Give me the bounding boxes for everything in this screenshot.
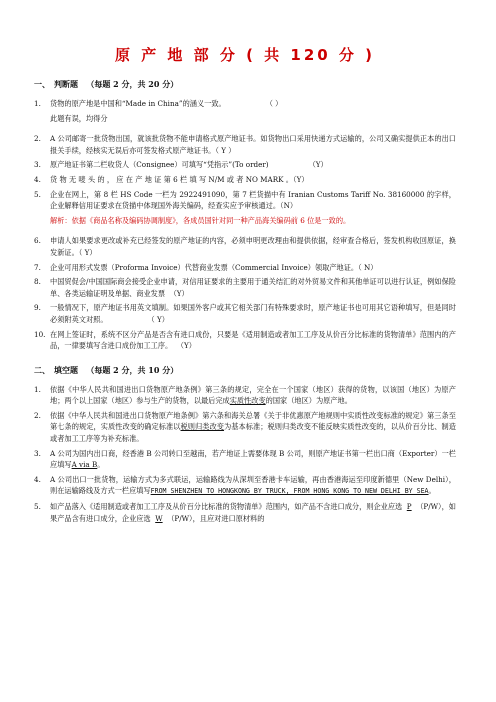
section-true-false-heading (34, 79, 456, 90)
question-number: 7. (34, 262, 41, 272)
question-number: 10. (34, 329, 46, 339)
question-answer: （ N） (358, 262, 378, 272)
question-item (34, 133, 456, 156)
question-answer: （ Y） (78, 247, 97, 257)
question-item (34, 384, 456, 407)
question-text: A 公司邮寄一批货物出国，就该批货物不能申请格式原产地证书。如货物出口采用快递方式运输的，公司又确实提供正本的出口报关手续，经核实无误后亦可签发格式原产地证书。 (50, 134, 456, 155)
question-text: 企业在网上，第 8 栏 HS Code 一栏为 2922491090，第 7 栏货描中有 Iranian Customs Tariff No. 38160000 的字样，企业解释信用证要求在货描中体现国外海关编码，经查实应予审核通过。 (50, 189, 456, 211)
question-number: 6. (34, 236, 41, 246)
question-answer: （Y） (308, 160, 328, 170)
question-text: A 公司出口一批货物，运输方式为多式联运，运输路线为从深圳至香港卡车运输，再由香港海运至印度新德里（New Delhi），则在运输路线及方式一栏应填写 (50, 474, 456, 496)
question-number: 3. (34, 448, 41, 458)
answer-note: 此题有误，均得分 (50, 113, 108, 123)
filled-answer: P (406, 502, 412, 512)
question-text: 原产地证书第二栏收货人（Consignee）可填写“凭指示”(To order) (50, 160, 269, 170)
question-number: 4. (34, 474, 41, 484)
filled-answer: W (155, 513, 163, 523)
question-text: 中国贸促会/中国国际商会接受企业申请，对信用证要求的主要用于通关结汇的对外贸易文件和其他单证可以进行认证，例如保险单、各类运输证明及单据、商业发票 (50, 277, 456, 298)
section-fill-blank-heading (34, 365, 456, 376)
question-text: （P/W），且应对进口原材料的 (167, 513, 265, 523)
question-text: 为基本标准；税则归类改变不能反映实质性改变的，以从价百分比、制造或者加工工序等为补充标准。 (50, 422, 456, 444)
question-item (34, 302, 456, 325)
question-number: 4. (34, 174, 41, 184)
question-number: 1. (34, 99, 41, 108)
true-false-questions (34, 98, 456, 352)
section-number: 二、 (34, 364, 50, 375)
question-number: 9. (34, 303, 41, 313)
question-number: 5. (34, 189, 41, 199)
question-answer: （ Y ） (215, 145, 236, 155)
question-text: 依据《中华人民共和国进出口货物原产地条例》第三条的规定，完全在一个国家（地区）获得的货物，以该国（地区）为原产地；两个以上国家（地区）参与生产的货物，以最后完成 (50, 384, 456, 406)
question-text: 依据《中华人民共和国进出口货物原产地条例》第六条和海关总署《关于非优惠原产地规则中实质性改变标准的规定》第三条至第七条的规定，实质性改变的确定标准以 (50, 410, 456, 432)
question-text: 。 (97, 460, 105, 470)
question-text: 。 (428, 486, 436, 496)
question-text: 在网上签证时，系统不区分产品是否含有进口成份，只要是《适用制造或者加工工序及从价百分比标准的货物清单》范围内的产品，一律要填写含进口成份加工工序。 (50, 329, 456, 351)
question-item (34, 329, 456, 352)
question-item (34, 276, 456, 299)
filled-answer: 税则归类改变 (180, 422, 225, 432)
question-item (34, 448, 456, 471)
page-title: 原 产 地 部 分 ( 共 120 分 ) (114, 46, 376, 64)
question-text: 的国家（地区）为原产地。 (265, 396, 352, 406)
section-number: 一、 (34, 79, 50, 89)
question-item (34, 474, 456, 498)
filled-answer: 实质性改变 (229, 396, 266, 406)
question-number: 5. (34, 502, 41, 512)
question-item (34, 98, 456, 110)
question-answer: （Y） (176, 341, 196, 351)
filled-answer: A via B (71, 460, 98, 470)
question-item (34, 174, 456, 186)
question-item (34, 262, 456, 274)
question-answer: （N） (280, 201, 298, 211)
question-item (34, 159, 456, 171)
fill-blank-questions (34, 384, 456, 525)
question-text: 货物的原产地是中国和“Made in China”的涵义一致。 (50, 99, 226, 108)
question-answer: （ Y） (147, 314, 169, 324)
section-title: 判断题 (54, 79, 78, 89)
question-number: 2. (34, 410, 41, 420)
question-text: 如产品落入《适用制造或者加工工序及从价百分比标准的货物清单》范围内，如产品不含进口成分，则企业应选 (50, 502, 403, 512)
question-item (34, 235, 456, 258)
section-title: 填空题 (54, 364, 78, 375)
question-item (34, 410, 456, 445)
question-number: 3. (34, 160, 41, 170)
question-text: A 公司为国内出口商，经香港 B 公司转口至越南，若产地证上需要体现 B 公司，则原产地证书第一栏出口商（Exporter）一栏应填写 (50, 448, 456, 470)
explanation-note: 解析：依据《商品名称及编码协调制度》，各成员国针对同一种产品海关编码前 6 位是一致的。 (50, 215, 351, 225)
filled-answer: FROM SHENZHEN TO HONGKONG BY TRUCK, FROM HONG KONG TO NEW DELHI BY SEA (150, 487, 429, 496)
question-answer: （ ） (265, 99, 283, 108)
question-text: 申请人如果要求更改或补充已经签发的原产地证的内容，必须申明更改理由和提供依据，经审查合格后，签发机构收回原证，换发新证。 (50, 236, 456, 257)
section-scoring: （每题 2 分，共 20 分） (86, 79, 179, 89)
question-answer: （Y） (169, 288, 189, 298)
question-answer: （Y） (292, 174, 309, 184)
question-item (34, 189, 456, 212)
question-number: 1. (34, 384, 41, 394)
section-scoring: （每题 2 分，共 10 分） (86, 364, 179, 375)
question-item (34, 501, 456, 524)
question-text: 企业可用形式发票（Proforma Invoice）代替商业发票（Commercial Invoice）领取产地证。 (50, 262, 359, 272)
question-text: （P/W），如果产品含有进口成分，企业应选 (50, 502, 456, 523)
question-number: 8. (34, 277, 41, 287)
question-text: 货 物 无 唛 头 的 ， 应 在 产 地 证 第 6 栏 填 写 N/M 或 者 NO MARK 。 (50, 174, 293, 184)
question-text: 一般情况下，原产地证书用英文填制。如果国外客户或其它相关部门有特殊要求时，原产地证书也可用其它语种填写，但是同时必须附英文对照。 (50, 303, 456, 324)
question-number: 2. (34, 134, 41, 144)
